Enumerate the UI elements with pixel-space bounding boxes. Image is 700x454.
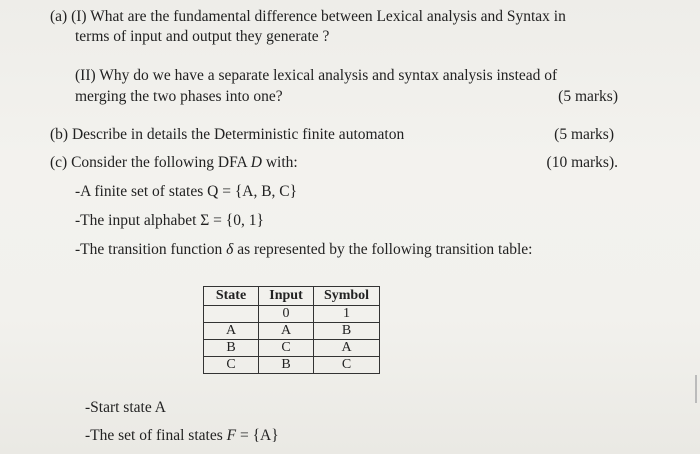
question-a-marks: (5 marks) — [558, 88, 618, 105]
table-symbol-row — [204, 306, 380, 323]
table-symbol-0: 0 — [259, 306, 314, 323]
table-cell-on-1: A — [314, 340, 380, 357]
delta-symbol: δ — [226, 241, 234, 258]
transition-prefix: -The transition function — [75, 241, 227, 258]
table-cell-state: A — [204, 323, 259, 340]
final-states-line — [85, 427, 279, 445]
question-b-text: (b) Describe in details the Deterministic finite automaton — [50, 126, 405, 143]
table-symbol-1: 1 — [314, 306, 380, 323]
table-cell-state: B — [204, 340, 259, 357]
table-row — [204, 340, 380, 357]
table-header-state: State — [204, 287, 259, 306]
start-state-line: -Start state A — [85, 399, 166, 416]
table-row — [204, 323, 380, 340]
question-a-part2-line1: (II) Why do we have a separate lexical analysis and syntax analysis instead of — [75, 67, 558, 84]
final-states-suffix: = {A} — [236, 427, 279, 444]
transition-suffix: as represented by the following transition table: — [233, 241, 533, 258]
table-cell-on-0: B — [259, 357, 314, 374]
question-a-part2-line2: merging the two phases into one? — [75, 88, 283, 105]
table-header-input: Input — [259, 287, 314, 306]
final-states-prefix: -The set of final states — [85, 427, 227, 444]
question-c-marks: (10 marks). — [546, 154, 618, 171]
question-c-dfa-var: D — [250, 154, 262, 171]
table-cell-on-1: B — [314, 323, 380, 340]
table-header-row — [204, 287, 380, 306]
table-cell-on-1: C — [314, 357, 380, 374]
question-c-text — [50, 154, 298, 172]
table-row — [204, 357, 380, 374]
table-header-symbol: Symbol — [314, 287, 380, 306]
question-c-prefix: (c) Consider the following DFA — [50, 154, 251, 171]
page-edge-mark — [695, 375, 697, 403]
question-c-suffix: with: — [261, 154, 298, 171]
states-line: -A finite set of states Q = {A, B, C} — [75, 183, 298, 200]
table-cell-on-0: A — [259, 323, 314, 340]
table-cell-on-0: C — [259, 340, 314, 357]
question-b-marks: (5 marks) — [554, 126, 614, 143]
table-cell-empty — [204, 306, 259, 323]
final-states-var: F — [226, 427, 237, 444]
transition-table — [203, 286, 380, 374]
question-a-part1-line1: (a) (I) What are the fundamental difference between Lexical analysis and Syntax in — [50, 8, 566, 25]
question-a-part1-line2: terms of input and output they generate ? — [75, 28, 330, 45]
table-cell-state: C — [204, 357, 259, 374]
transition-line — [75, 241, 532, 259]
alphabet-line: -The input alphabet Σ = {0, 1} — [75, 212, 264, 229]
